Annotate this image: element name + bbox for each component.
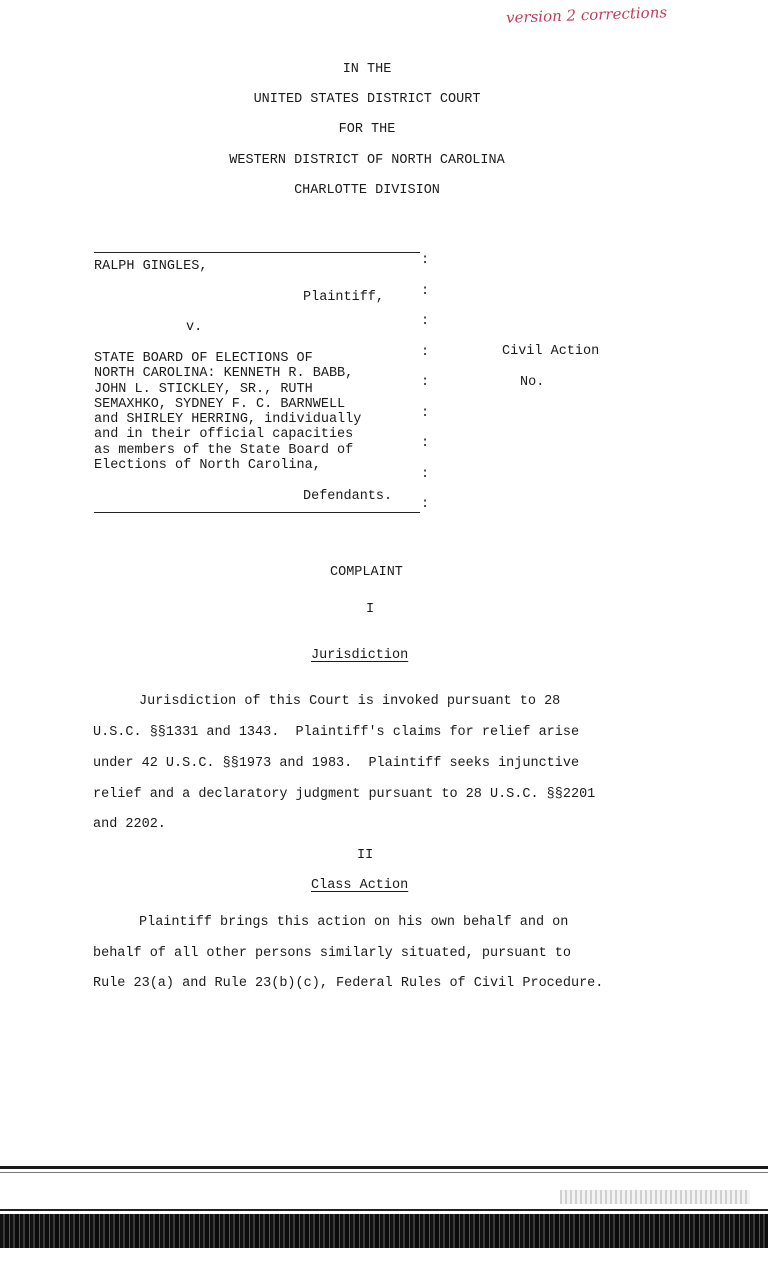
caption-top-rule (94, 252, 420, 253)
paragraph-line: Rule 23(a) and Rule 23(b)(c), Federal Rules of Civil Procedure. (93, 976, 604, 991)
paragraph-line: U.S.C. §§1331 and 1343. Plaintiff's claims for relief arise (93, 725, 580, 740)
section-1-heading: Jurisdiction (311, 648, 409, 663)
caption-colon: : (421, 467, 430, 482)
court-header-line-2: UNITED STATES DISTRICT COURT (253, 92, 481, 107)
defendants-line: Elections of North Carolina, (94, 458, 321, 474)
defendants-line: and SHIRLEY HERRING, individually (94, 412, 362, 428)
defendants-line: SEMAXHKO, SYDNEY F. C. BARNWELL (94, 396, 346, 412)
paragraph-line: Plaintiff brings this action on his own behalf and on (139, 915, 569, 930)
plaintiff-name: RALPH GINGLES, (94, 259, 208, 274)
caption-colon: : (421, 406, 430, 421)
caption-bottom-rule (94, 512, 420, 513)
caption-colon: : (421, 436, 430, 451)
case-number-label: No. (520, 375, 545, 390)
plaintiff-label: Plaintiff, (303, 290, 385, 305)
defendants-line: and in their official capacities (94, 427, 354, 443)
paragraph-line: under 42 U.S.C. §§1973 and 1983. Plaintiff seeks injunctive (93, 756, 580, 771)
complaint-title: COMPLAINT (330, 565, 403, 580)
scan-noise (560, 1190, 750, 1204)
defendants-names (94, 351, 361, 473)
scan-edge-line (0, 1209, 768, 1211)
caption-colon: : (421, 253, 430, 268)
scan-edge-line (0, 1172, 768, 1173)
defendants-line: NORTH CAROLINA: KENNETH R. BABB, (94, 366, 354, 382)
scan-dark-band (0, 1214, 768, 1248)
section-2-heading: Class Action (311, 878, 409, 893)
scan-edge-line (0, 1166, 768, 1169)
caption-colon: : (421, 375, 430, 390)
caption-colon: : (421, 314, 430, 329)
court-header-line-5: CHARLOTTE DIVISION (294, 183, 440, 198)
court-header-line-1: IN THE (342, 62, 392, 77)
defendants-line: JOHN L. STICKLEY, SR., RUTH (94, 381, 313, 397)
court-header-line-4: WESTERN DISTRICT OF NORTH CAROLINA (229, 153, 505, 168)
handwritten-note: version 2 corrections (505, 3, 668, 27)
caption-colon: : (421, 284, 430, 299)
caption-colon: : (421, 345, 430, 360)
paragraph-line: relief and a declaratory judgment pursuant to 28 U.S.C. §§2201 (93, 787, 596, 802)
defendants-line: as members of the State Board of (94, 442, 354, 458)
caption-colon: : (421, 497, 430, 512)
paragraph-line: and 2202. (93, 817, 166, 832)
defendants-line: STATE BOARD OF ELECTIONS OF (94, 351, 313, 366)
section-2-numeral: II (357, 848, 374, 863)
section-1-numeral: I (366, 602, 375, 617)
versus: v. (186, 320, 203, 335)
civil-action-label: Civil Action (502, 344, 600, 359)
court-header-line-3: FOR THE (338, 122, 396, 137)
defendants-label: Defendants. (303, 489, 393, 504)
paragraph-line: behalf of all other persons similarly situated, pursuant to (93, 946, 571, 961)
paragraph-line: Jurisdiction of this Court is invoked pursuant to 28 (139, 694, 561, 709)
